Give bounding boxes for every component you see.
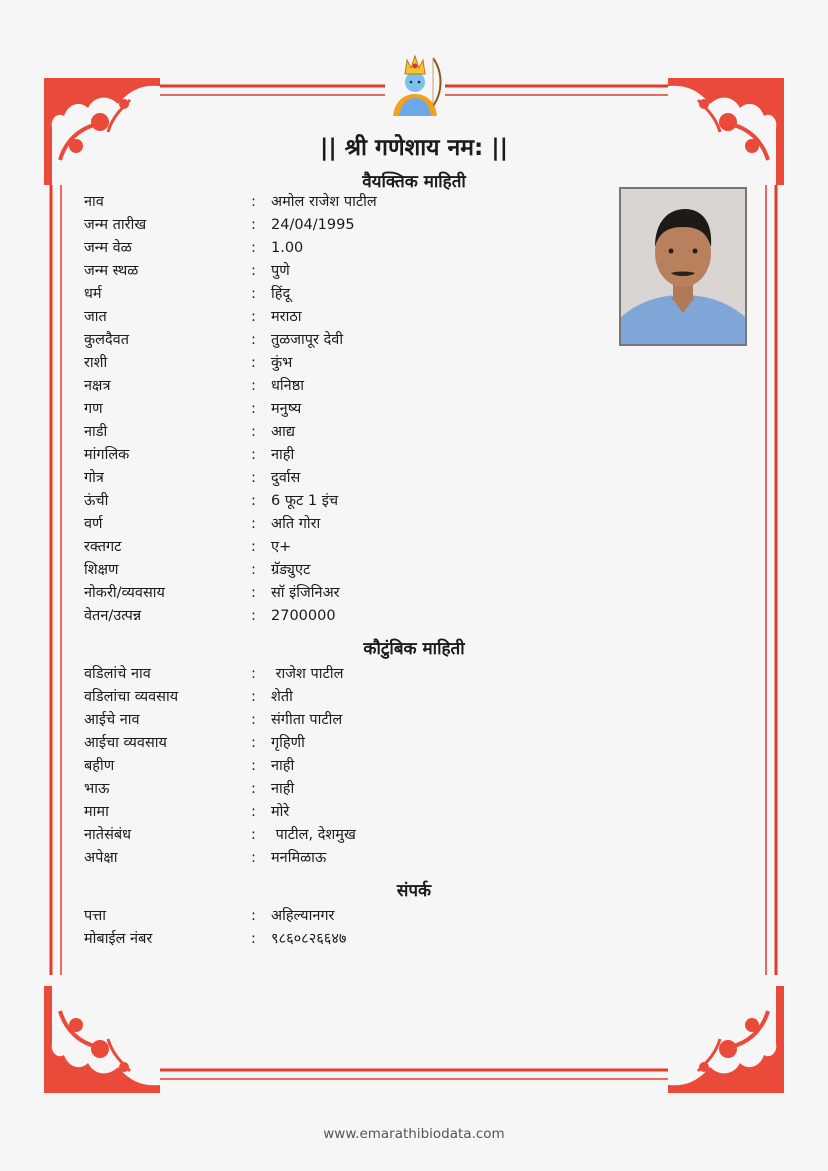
field-value: ९८६०८२६६४७ bbox=[271, 931, 347, 947]
field-value: पाटील, देशमुख bbox=[271, 827, 356, 843]
profile-photo bbox=[619, 187, 747, 346]
field-label: राशी bbox=[84, 355, 108, 371]
field-value: अति गोरा bbox=[271, 516, 321, 532]
field-value: पुणे bbox=[271, 263, 290, 279]
field-value: आद्य bbox=[271, 424, 295, 440]
field-value: शेती bbox=[271, 689, 293, 705]
field-separator: : bbox=[251, 240, 256, 256]
field-separator: : bbox=[251, 217, 256, 233]
field-separator: : bbox=[251, 781, 256, 797]
field-label: ऊंची bbox=[84, 493, 109, 509]
field-value: दुर्वास bbox=[271, 470, 301, 486]
field-value: 2700000 bbox=[271, 608, 336, 624]
field-separator: : bbox=[251, 470, 256, 486]
field-label: वर्ण bbox=[84, 516, 103, 532]
field-separator: : bbox=[251, 378, 256, 394]
field-label: नक्षत्र bbox=[84, 378, 111, 394]
field-separator: : bbox=[251, 401, 256, 417]
field-value: संगीता पाटील bbox=[271, 712, 343, 728]
field-separator: : bbox=[251, 666, 256, 682]
field-label: गण bbox=[84, 401, 103, 417]
field-value: मराठा bbox=[271, 309, 302, 325]
field-label: धर्म bbox=[84, 286, 102, 302]
field-value: 24/04/1995 bbox=[271, 217, 355, 233]
family-heading: कौटुंबिक माहिती bbox=[363, 639, 465, 659]
field-value: अमोल राजेश पाटील bbox=[271, 194, 377, 210]
field-separator: : bbox=[251, 194, 256, 210]
field-separator: : bbox=[251, 931, 256, 947]
field-label: गोत्र bbox=[84, 470, 104, 486]
contact-heading: संपर्क bbox=[396, 881, 432, 901]
field-separator: : bbox=[251, 804, 256, 820]
field-label: रक्तगट bbox=[84, 539, 122, 555]
field-label: अपेक्षा bbox=[84, 850, 118, 866]
field-value: कुंभ bbox=[271, 355, 293, 371]
field-value: धनिष्ठा bbox=[271, 378, 305, 394]
field-label: नाडी bbox=[84, 424, 108, 440]
field-separator: : bbox=[251, 286, 256, 302]
field-label: नातेसंबंध bbox=[84, 827, 132, 843]
field-value: मोरे bbox=[271, 804, 290, 820]
field-value: राजेश पाटील bbox=[271, 666, 344, 682]
field-label: मामा bbox=[84, 804, 109, 820]
field-value: नाही bbox=[271, 781, 295, 797]
field-value: 6 फूट 1 इंच bbox=[271, 493, 339, 509]
field-label: कुलदैवत bbox=[84, 332, 129, 348]
field-value: ए+ bbox=[271, 539, 292, 555]
field-separator: : bbox=[251, 712, 256, 728]
field-separator: : bbox=[251, 585, 256, 601]
field-label: वडिलांचे नाव bbox=[84, 666, 151, 682]
field-label: मोबाईल नंबर bbox=[84, 931, 153, 947]
field-value: मनमिळाऊ bbox=[271, 850, 327, 866]
field-separator: : bbox=[251, 689, 256, 705]
field-label: जन्म स्थळ bbox=[84, 263, 139, 279]
field-value: गृहिणी bbox=[271, 735, 305, 751]
field-label: शिक्षण bbox=[84, 562, 119, 578]
field-separator: : bbox=[251, 424, 256, 440]
field-label: जात bbox=[84, 309, 107, 325]
field-separator: : bbox=[251, 735, 256, 751]
lord-rama-icon bbox=[385, 52, 445, 116]
field-separator: : bbox=[251, 562, 256, 578]
field-label: नोकरी/व्यवसाय bbox=[84, 585, 165, 601]
field-separator: : bbox=[251, 493, 256, 509]
field-value: हिंदू bbox=[271, 286, 291, 302]
field-label: वेतन/उत्पन्न bbox=[84, 608, 142, 624]
field-value: नाही bbox=[271, 758, 295, 774]
field-separator: : bbox=[251, 758, 256, 774]
field-value: ग्रॅड्युएट bbox=[271, 562, 311, 578]
field-label: पत्ता bbox=[84, 908, 107, 924]
field-separator: : bbox=[251, 516, 256, 532]
field-separator: : bbox=[251, 608, 256, 624]
field-separator: : bbox=[251, 355, 256, 371]
field-value: नाही bbox=[271, 447, 295, 463]
field-value: मनुष्य bbox=[271, 401, 302, 417]
field-value: सॉ इंजिनिअर bbox=[271, 585, 340, 601]
field-separator: : bbox=[251, 332, 256, 348]
field-separator: : bbox=[251, 908, 256, 924]
field-separator: : bbox=[251, 827, 256, 843]
page-title: || श्री गणेशाय नम: || bbox=[319, 135, 509, 161]
footer-website: www.emarathibiodata.com bbox=[323, 1126, 505, 1142]
field-label: बहीण bbox=[84, 758, 115, 774]
field-value: अहिल्यानगर bbox=[271, 908, 335, 924]
field-label: आईचा व्यवसाय bbox=[84, 735, 167, 751]
field-separator: : bbox=[251, 850, 256, 866]
field-label: आईचे नाव bbox=[84, 712, 140, 728]
field-label: नाव bbox=[84, 194, 104, 210]
field-label: भाऊ bbox=[84, 781, 110, 797]
field-label: जन्म वेळ bbox=[84, 240, 132, 256]
personal-heading: वैयक्तिक माहिती bbox=[362, 172, 466, 192]
field-separator: : bbox=[251, 447, 256, 463]
field-value: 1.00 bbox=[271, 240, 304, 256]
field-value: तुळजापूर देवी bbox=[271, 332, 344, 348]
field-separator: : bbox=[251, 309, 256, 325]
field-separator: : bbox=[251, 539, 256, 555]
field-label: वडिलांचा व्यवसाय bbox=[84, 689, 179, 705]
field-label: मांगलिक bbox=[84, 447, 130, 463]
field-separator: : bbox=[251, 263, 256, 279]
field-label: जन्म तारीख bbox=[84, 217, 147, 233]
